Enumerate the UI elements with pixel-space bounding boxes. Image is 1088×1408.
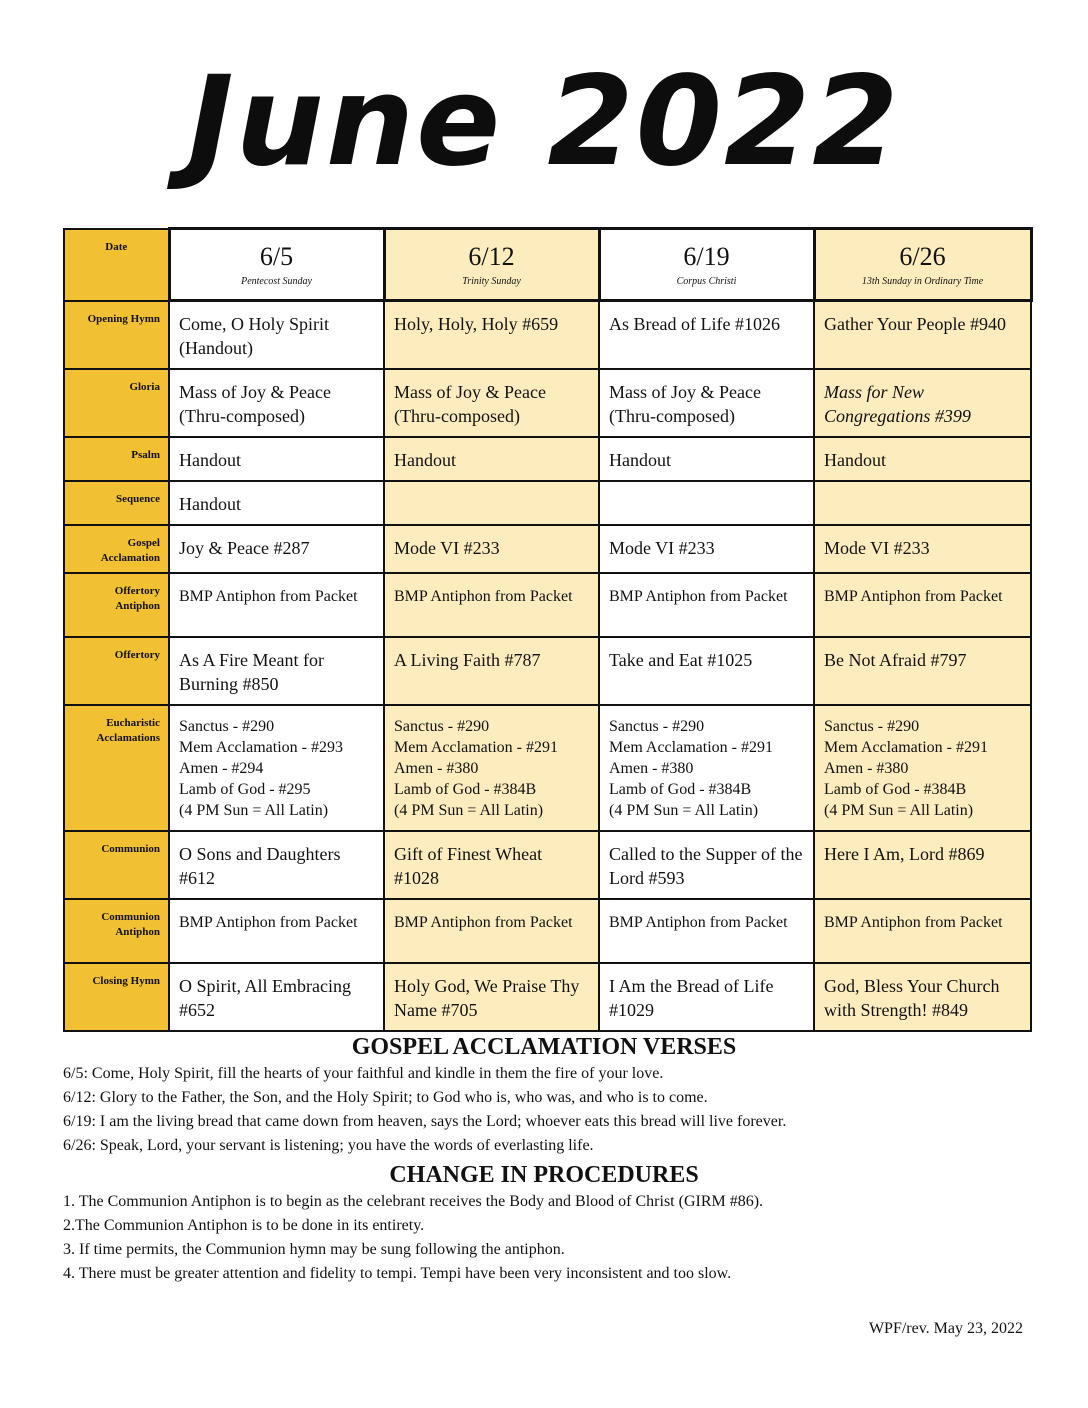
row-sequence	[64, 481, 1031, 525]
procedure-line: 4. There must be greater attention and fidelity to tempi. Tempi have been very inconsistent and too slow.	[63, 1265, 732, 1282]
date-label: Date	[64, 229, 169, 301]
gospel-verses-heading: GOSPEL ACCLAMATION VERSES	[351, 1034, 737, 1060]
cell	[814, 705, 1031, 831]
cell: BMP Antiphon from Packet	[169, 899, 384, 963]
cell: Mass of Joy & Peace (Thru-composed)	[599, 369, 814, 437]
cell: Here I Am, Lord #869	[814, 831, 1031, 899]
cell: A Living Faith #787	[384, 637, 599, 705]
row-label: Sequence	[64, 481, 169, 525]
date-header	[814, 229, 1031, 301]
cell: God, Bless Your Church with Strength! #849	[814, 963, 1031, 1031]
cell: Mode VI #233	[599, 525, 814, 573]
cell: Handout	[814, 437, 1031, 481]
cell: Handout	[169, 437, 384, 481]
gospel-verse-line: 6/19: I am the living bread that came down from heaven, says the Lord; whoever eats this bread will live forever.	[63, 1113, 787, 1130]
cell: Gather Your People #940	[814, 301, 1031, 369]
row-label: Offertory	[64, 637, 169, 705]
cell	[384, 481, 599, 525]
cell: BMP Antiphon from Packet	[814, 899, 1031, 963]
row-label: Opening Hymn	[64, 301, 169, 369]
row-offertory	[64, 637, 1031, 705]
row-label: Psalm	[64, 437, 169, 481]
cell: BMP Antiphon from Packet	[814, 573, 1031, 637]
row-label: Gloria	[64, 369, 169, 437]
cell-line: Lamb of God - #384B	[394, 780, 537, 798]
procedure-line: 1. The Communion Antiphon is to begin as the celebrant receives the Body and Blood of Christ (GIRM #86).	[63, 1193, 764, 1210]
row-offertory-antiphon	[64, 573, 1031, 637]
music-schedule-table	[63, 227, 1033, 1032]
cell	[599, 481, 814, 525]
cell: Holy God, We Praise Thy Name #705	[384, 963, 599, 1031]
date-header	[384, 229, 599, 301]
cell: Mode VI #233	[814, 525, 1031, 573]
row-communion-antiphon	[64, 899, 1031, 963]
cell-line: (4 PM Sun = All Latin)	[394, 801, 544, 819]
row-eucharistic-acclamations	[64, 705, 1031, 831]
cell-line: Lamb of God - #384B	[824, 780, 967, 798]
gospel-verse-line: 6/26: Speak, Lord, your servant is listening; you have the words of everlasting life.	[63, 1137, 594, 1154]
cell: As A Fire Meant for Burning #850	[169, 637, 384, 705]
cell: Gift of Finest Wheat #1028	[384, 831, 599, 899]
row-psalm	[64, 437, 1031, 481]
cell: BMP Antiphon from Packet	[384, 573, 599, 637]
cell: I Am the Bread of Life #1029	[599, 963, 814, 1031]
cell-line: Mem Acclamation - #293	[179, 738, 343, 756]
cell-line: Amen - #294	[179, 759, 264, 777]
cell	[169, 705, 384, 831]
cell-line: Mem Acclamation - #291	[394, 738, 558, 756]
row-label: Eucharistic Acclamations	[64, 705, 169, 831]
cell-line: Mem Acclamation - #291	[824, 738, 988, 756]
date: 6/26	[899, 242, 946, 271]
row-opening-hymn	[64, 301, 1031, 369]
cell: Mass of Joy & Peace (Thru-composed)	[169, 369, 384, 437]
cell: Take and Eat #1025	[599, 637, 814, 705]
date: 6/19	[683, 242, 730, 271]
cell-line: (4 PM Sun = All Latin)	[179, 801, 329, 819]
date-header	[599, 229, 814, 301]
cell	[599, 705, 814, 831]
row-gloria	[64, 369, 1031, 437]
row-communion	[64, 831, 1031, 899]
cell: Holy, Holy, Holy #659	[384, 301, 599, 369]
cell: Called to the Supper of the Lord #593	[599, 831, 814, 899]
cell-line: (4 PM Sun = All Latin)	[609, 801, 759, 819]
row-closing-hymn	[64, 963, 1031, 1031]
feast-name: Pentecost Sunday	[241, 276, 312, 287]
cell: Mass for New Congregations #399	[814, 369, 1031, 437]
cell-line: Amen - #380	[824, 759, 909, 777]
gospel-verse-line: 6/5: Come, Holy Spirit, fill the hearts of your faithful and kindle in them the fire of your love.	[63, 1065, 664, 1082]
cell-line: Amen - #380	[394, 759, 479, 777]
cell-line: Lamb of God - #295	[179, 780, 311, 798]
cell: Handout	[169, 481, 384, 525]
cell	[384, 705, 599, 831]
row-label: Communion Antiphon	[64, 899, 169, 963]
cell-line: Sanctus - #290	[394, 717, 490, 735]
procedures-heading: CHANGE IN PROCEDURES	[389, 1162, 699, 1188]
cell-line: Amen - #380	[609, 759, 694, 777]
procedure-line: 2.The Communion Antiphon is to be done in its entirety.	[63, 1217, 425, 1234]
cell: Handout	[599, 437, 814, 481]
feast-name: 13th Sunday in Ordinary Time	[861, 276, 984, 287]
cell: Mass of Joy & Peace (Thru-composed)	[384, 369, 599, 437]
row-label: Closing Hymn	[64, 963, 169, 1031]
row-label: Gospel Acclamation	[64, 525, 169, 573]
row-label: Communion	[64, 831, 169, 899]
cell: Be Not Afraid #797	[814, 637, 1031, 705]
cell: O Spirit, All Embracing #652	[169, 963, 384, 1031]
revision-footer: WPF/rev. May 23, 2022	[868, 1320, 1023, 1337]
cell: BMP Antiphon from Packet	[599, 899, 814, 963]
cell-line: Sanctus - #290	[609, 717, 705, 735]
cell-line: Lamb of God - #384B	[609, 780, 752, 798]
feast-name: Trinity Sunday	[462, 276, 521, 287]
page-title: June 2022	[187, 50, 901, 194]
cell: BMP Antiphon from Packet	[384, 899, 599, 963]
cell: Joy & Peace #287	[169, 525, 384, 573]
cell: Handout	[384, 437, 599, 481]
row-gospel-acclamation	[64, 525, 1031, 573]
procedure-line: 3. If time permits, the Communion hymn may be sung following the antiphon.	[63, 1241, 565, 1258]
cell: As Bread of Life #1026	[599, 301, 814, 369]
cell-line: Sanctus - #290	[824, 717, 920, 735]
header-row	[64, 229, 1031, 301]
cell-line: Sanctus - #290	[179, 717, 275, 735]
feast-name: Corpus Christi	[676, 276, 737, 287]
cell: BMP Antiphon from Packet	[599, 573, 814, 637]
gospel-verse-line: 6/12: Glory to the Father, the Son, and the Holy Spirit; to God who is, who was, and who is to come.	[63, 1089, 708, 1106]
cell-line: Mem Acclamation - #291	[609, 738, 773, 756]
date-header	[169, 229, 384, 301]
cell: Come, O Holy Spirit (Handout)	[169, 301, 384, 369]
date: 6/12	[468, 242, 515, 271]
cell	[814, 481, 1031, 525]
cell: Mode VI #233	[384, 525, 599, 573]
cell-line: (4 PM Sun = All Latin)	[824, 801, 974, 819]
cell: O Sons and Daughters #612	[169, 831, 384, 899]
cell: BMP Antiphon from Packet	[169, 573, 384, 637]
date: 6/5	[259, 242, 294, 271]
row-label: Offertory Antiphon	[64, 573, 169, 637]
